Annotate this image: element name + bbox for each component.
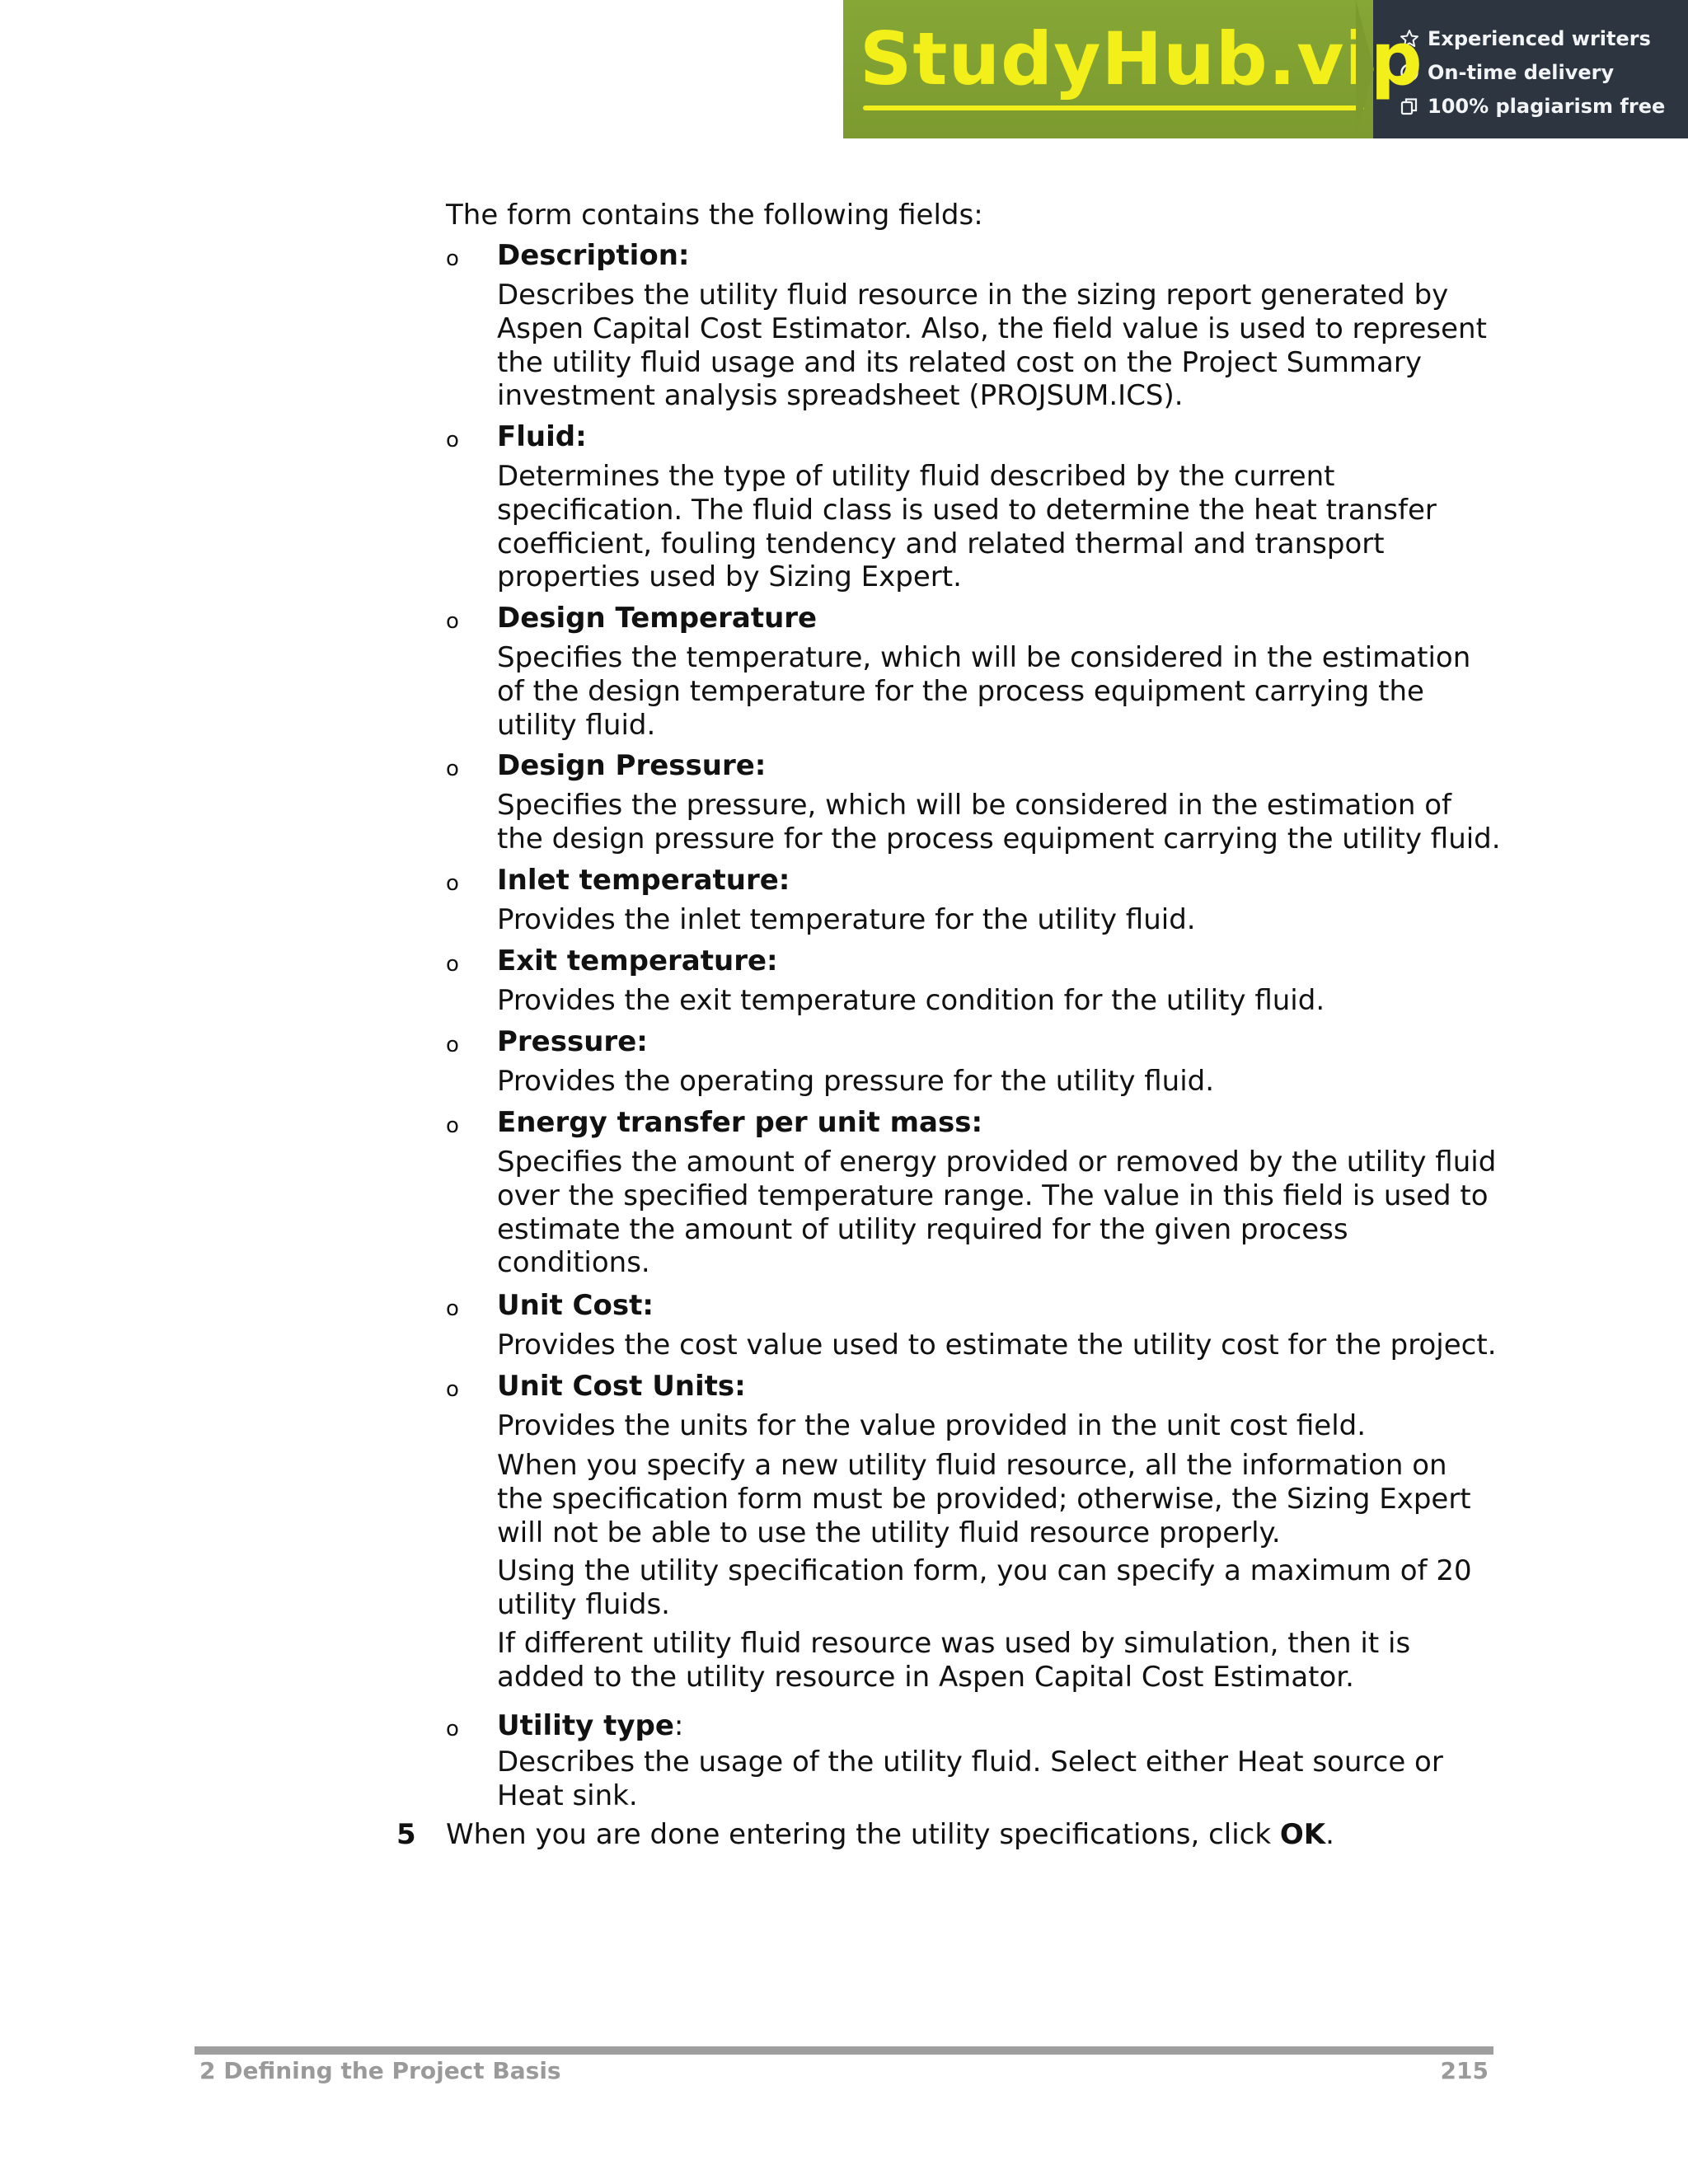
text-line: Using the utility specification form, you can specify a maximum of 20 <box>497 1554 1472 1587</box>
field-title-pressure: Pressure: <box>497 1025 648 1058</box>
text-line: the specification form must be provided; otherwise, the Sizing Expert <box>497 1482 1471 1516</box>
bullet-marker: o <box>446 871 459 896</box>
note-paragraph <box>497 1554 1472 1622</box>
field-title-unit-cost: Unit Cost: <box>497 1289 654 1322</box>
field-desc-energy-transfer <box>497 1146 1496 1280</box>
text-line: Provides the cost value used to estimate the utility cost for the project. <box>497 1329 1497 1361</box>
text-line: the utility fluid usage and its related cost on the Project Summary <box>497 345 1422 379</box>
field-title-exit-temperature: Exit temperature: <box>497 944 778 977</box>
feature-label: Experienced writers <box>1428 26 1651 50</box>
bullet-marker: o <box>446 1377 459 1402</box>
text-line: will not be able to use the utility fluid resource properly. <box>497 1516 1281 1549</box>
field-desc-unit-cost-units <box>497 1409 1366 1443</box>
text-line: Determines the type of utility fluid described by the current <box>497 460 1335 493</box>
step-text-main: When you are done entering the utility specifications, click <box>446 1818 1280 1851</box>
text-line: Specifies the amount of energy provided or removed by the utility fluid <box>497 1146 1497 1179</box>
field-title-design-pressure: Design Pressure: <box>497 749 767 782</box>
field-desc-pressure <box>497 1065 1214 1099</box>
field-desc-fluid <box>497 460 1437 594</box>
text-line: Specifies the temperature, which will be considered in the estimation <box>497 641 1471 674</box>
text-line: If different utility fluid resource was used by simulation, then it is <box>497 1627 1411 1660</box>
field-desc-unit-cost <box>497 1329 1497 1362</box>
ad-banner[interactable] <box>843 0 1688 138</box>
bullet-marker: o <box>446 609 459 634</box>
field-desc-inlet-temperature <box>497 903 1196 937</box>
footer-rule <box>195 2046 1493 2055</box>
intro-text: The form contains the following fields: <box>446 199 983 232</box>
ok-label: OK <box>1279 1818 1326 1851</box>
step-number: 5 <box>396 1818 416 1851</box>
bullet-marker: o <box>446 1033 459 1057</box>
field-title-description: Description: <box>497 239 690 272</box>
brand-panel <box>843 0 1423 138</box>
bullet-marker: o <box>446 1296 459 1321</box>
text-line: estimate the amount of utility required for the given process <box>497 1212 1348 1246</box>
text-line: added to the utility resource in Aspen Capital Cost Estimator. <box>497 1660 1354 1694</box>
text-line: utility fluids. <box>497 1587 670 1621</box>
banner-arrow <box>1356 0 1374 138</box>
step-text <box>446 1818 1334 1852</box>
field-title-fluid: Fluid: <box>497 420 587 453</box>
bullet-marker: o <box>446 1717 459 1741</box>
text-line: conditions. <box>497 1246 650 1280</box>
brand-logo: StudyHub.vip <box>860 16 1423 101</box>
bullet-marker: o <box>446 1113 459 1138</box>
text-line: Aspen Capital Cost Estimator. Also, the field value is used to represent <box>497 312 1487 345</box>
text-line: Heat sink. <box>497 1779 638 1812</box>
utility-type-title: Utility type <box>497 1709 674 1742</box>
field-desc-design-temperature <box>497 641 1470 742</box>
bullet-marker: o <box>446 246 459 271</box>
feature-label: 100% plagiarism free <box>1428 94 1666 118</box>
text-line: coefficient, fouling tendency and related thermal and transport <box>497 527 1385 560</box>
field-desc-description <box>497 279 1487 413</box>
feature-on-time-delivery <box>1400 55 1688 89</box>
text-line: When you specify a new utility fluid resource, all the information on <box>497 1449 1447 1482</box>
text-line: specification. The fluid class is used to determine the heat transfer <box>497 493 1437 527</box>
text-line: of the design temperature for the process equipment carrying the <box>497 674 1424 708</box>
field-desc-design-pressure <box>497 789 1501 856</box>
utility-type-colon: : <box>673 1709 684 1742</box>
note-paragraph <box>497 1449 1471 1549</box>
bullet-marker: o <box>446 428 459 452</box>
field-desc-utility-type <box>497 1746 1443 1813</box>
footer-chapter: 2 Defining the Project Basis <box>199 2057 561 2084</box>
text-line: Provides the units for the value provided in the unit cost field. <box>497 1409 1367 1442</box>
text-line: investment analysis spreadsheet (PROJSUM.ICS). <box>497 379 1184 413</box>
text-line: Provides the exit temperature condition for the utility fluid. <box>497 984 1325 1017</box>
bullet-marker: o <box>446 952 459 977</box>
text-line: Specifies the pressure, which will be considered in the estimation of <box>497 789 1451 822</box>
note-paragraph <box>497 1627 1410 1694</box>
feature-label: On-time delivery <box>1428 60 1615 84</box>
field-title-inlet-temperature: Inlet temperature: <box>497 864 790 897</box>
text-line: Provides the inlet temperature for the utility fluid. <box>497 903 1196 936</box>
brand-underline <box>863 105 1364 110</box>
step-text-end: . <box>1325 1818 1334 1851</box>
page-number: 215 <box>1440 2057 1489 2084</box>
field-title-unit-cost-units: Unit Cost Units: <box>497 1370 746 1403</box>
text-line: Describes the utility fluid resource in the sizing report generated by <box>497 279 1449 312</box>
field-desc-exit-temperature <box>497 984 1325 1018</box>
bullet-marker: o <box>446 757 459 781</box>
text-line: Describes the usage of the utility fluid. Select either Heat source or <box>497 1746 1443 1779</box>
field-title-design-temperature: Design Temperature <box>497 602 818 635</box>
feature-experienced-writers <box>1400 21 1688 55</box>
text-line: utility fluid. <box>497 708 656 742</box>
feature-plagiarism-free <box>1400 89 1688 123</box>
field-title-energy-transfer: Energy transfer per unit mass: <box>497 1106 983 1139</box>
text-line: over the specified temperature range. The value in this field is used to <box>497 1179 1489 1212</box>
text-line: the design pressure for the process equipment carrying the utility fluid. <box>497 822 1501 855</box>
field-title-utility-type <box>497 1709 683 1743</box>
text-line: Provides the operating pressure for the utility fluid. <box>497 1065 1215 1098</box>
text-line: properties used by Sizing Expert. <box>497 560 962 594</box>
